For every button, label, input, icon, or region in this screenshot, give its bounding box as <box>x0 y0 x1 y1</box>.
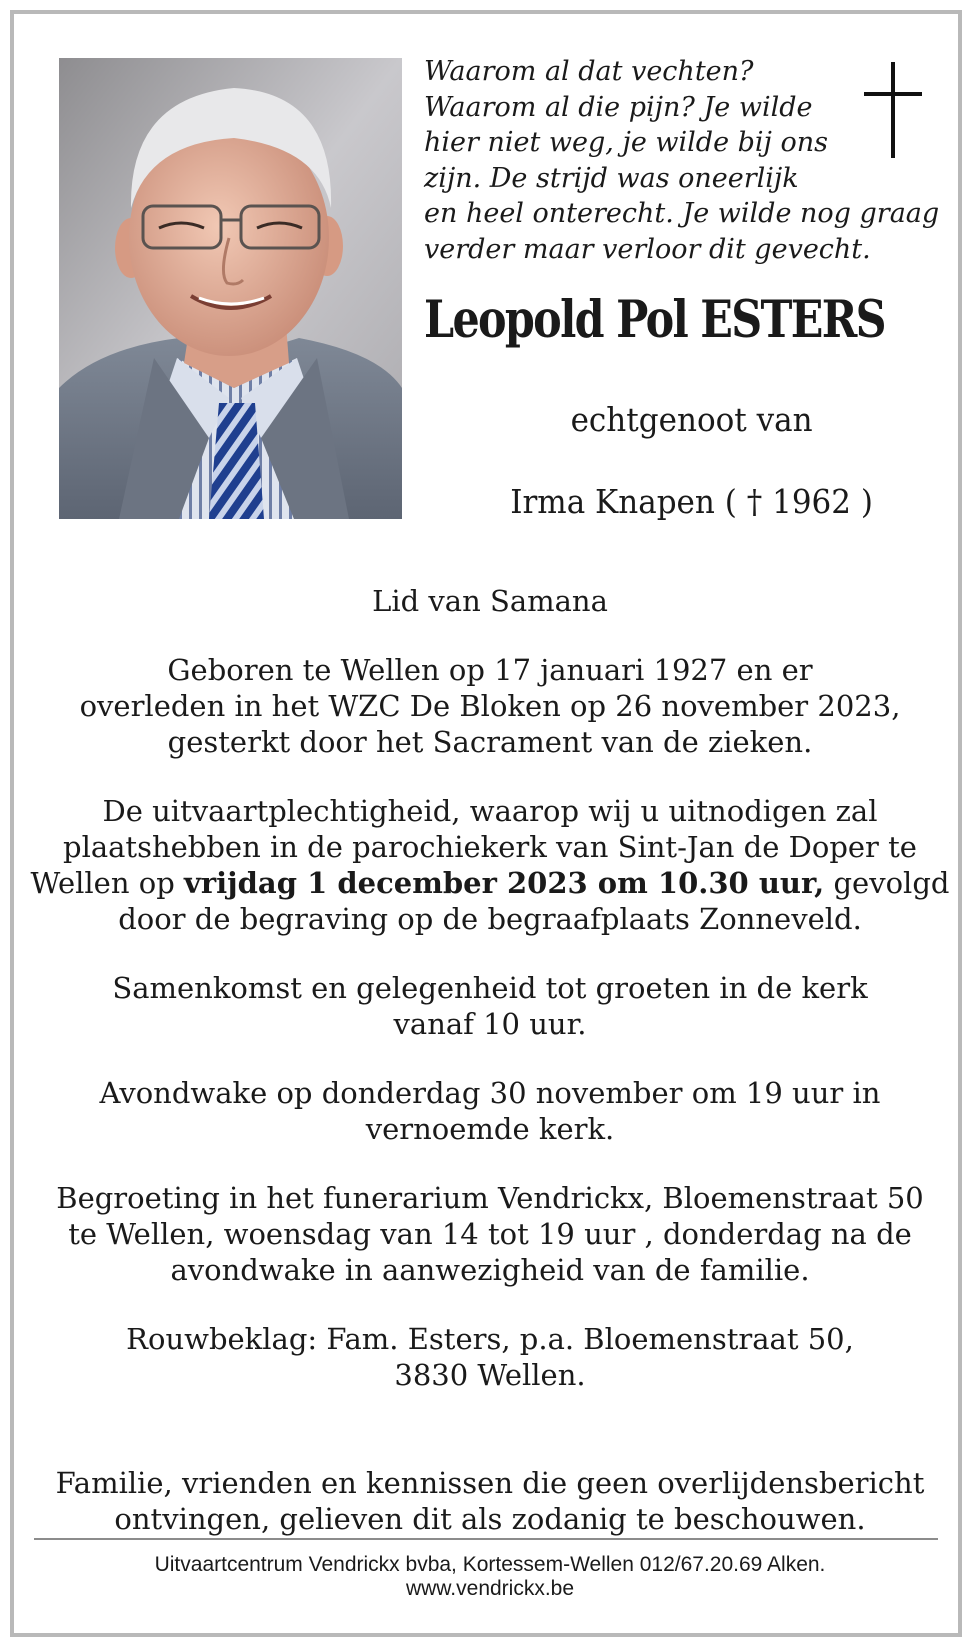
text-line: Rouwbeklag: Fam. Esters, p.a. Bloemenstraat 50, <box>126 1322 854 1356</box>
gathering-paragraph <box>30 970 950 1042</box>
text-line: Familie, vrienden en kennissen die geen overlijdensbericht <box>55 1466 925 1500</box>
text-line: overleden in het WZC De Bloken op 26 november 2023, <box>79 689 901 723</box>
text-line: Begroeting in het funerarium Vendrickx, Bloemenstraat 50 <box>56 1181 924 1215</box>
text-line: Avondwake op donderdag 30 november om 19 uur in <box>99 1076 881 1110</box>
footer <box>30 1553 950 1601</box>
notice-body <box>30 583 950 1570</box>
wake-paragraph <box>30 1075 950 1147</box>
poem-line: zijn. De strijd was oneerlijk <box>424 162 799 194</box>
notice-paragraph <box>30 1465 950 1537</box>
text-line: gesterkt door het Sacrament van de zieken. <box>167 725 813 759</box>
footer-divider <box>34 1538 938 1540</box>
spouse-name: Irma Knapen ( † 1962 ) <box>510 482 873 521</box>
text-line: vernoemde kerk. <box>365 1112 615 1146</box>
text-line: ontvingen, gelieven dit als zodanig te beschouwen. <box>114 1502 866 1536</box>
text-line: te Wellen, woensdag van 14 tot 19 uur , donderdag na de <box>68 1217 912 1251</box>
poem-line: Waarom al dat vechten? <box>424 56 754 87</box>
text-line: door de begraving op de begraafplaats Zonneveld. <box>118 902 862 936</box>
text-fragment: Wellen op <box>30 866 184 900</box>
viewing-paragraph <box>30 1180 950 1288</box>
footer-company: Uitvaartcentrum Vendrickx bvba, Kortessem-Wellen 012/67.20.69 Alken. <box>154 1553 826 1576</box>
text-line: Lid van Samana <box>372 584 608 618</box>
poem <box>424 54 940 267</box>
funeral-paragraph <box>30 793 950 937</box>
text-line: plaatshebben in de parochiekerk van Sint-Jan de Doper te <box>63 830 917 864</box>
text-line <box>30 865 950 901</box>
text-line: Samenkomst en gelegenheid tot groeten in de kerk <box>112 971 868 1005</box>
poem-line: hier niet weg, je wilde bij ons <box>424 127 828 158</box>
deceased-name: Leopold Pol ESTERS <box>424 290 885 350</box>
text-line: De uitvaartplechtigheid, waarop wij u uitnodigen zal <box>102 794 878 828</box>
portrait-photo <box>59 58 402 519</box>
poem-line: en heel onterecht. Je wilde nog graag <box>424 198 940 229</box>
text-line: 3830 Wellen. <box>394 1358 586 1392</box>
latin-cross-icon <box>864 62 922 158</box>
membership-paragraph <box>30 583 950 619</box>
text-fragment: gevolgd <box>824 866 950 900</box>
condolences-paragraph <box>30 1321 950 1393</box>
spouse-label: echtgenoot van <box>570 400 813 439</box>
funeral-date-time: vrijdag 1 december 2023 om 10.30 uur, <box>184 866 825 900</box>
poem-line: verder maar verloor dit gevecht. <box>424 233 871 265</box>
footer-website: www.vendrickx.be <box>405 1577 575 1600</box>
text-line: avondwake in aanwezigheid van de familie. <box>170 1253 810 1287</box>
poem-line: Waarom al die pijn? Je wilde <box>424 91 813 123</box>
birth-death-paragraph <box>30 652 950 760</box>
text-line: vanaf 10 uur. <box>393 1007 587 1041</box>
text-line: Geboren te Wellen op 17 januari 1927 en er <box>167 653 813 687</box>
